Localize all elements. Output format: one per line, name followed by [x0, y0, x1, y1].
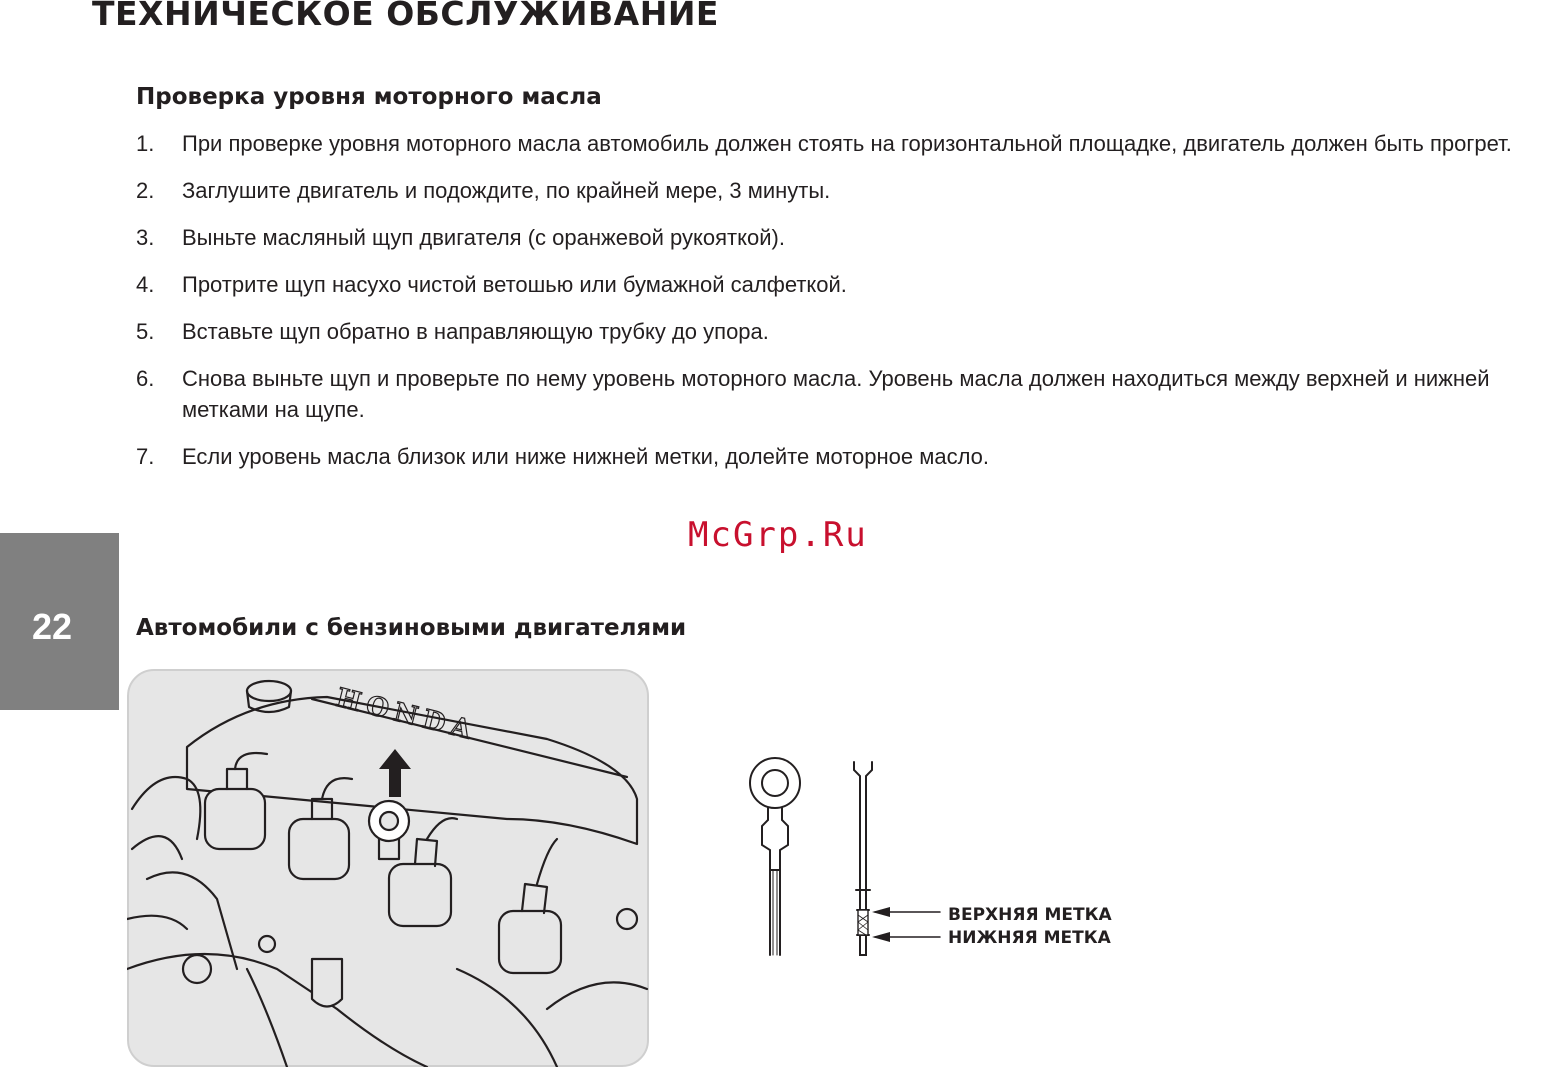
list-item — [136, 441, 1565, 472]
step-text: Заглушите двигатель и подождите, по крайней мере, 3 минуты. — [182, 178, 831, 203]
oil-cap — [247, 681, 291, 701]
step-number: 5. — [136, 319, 155, 344]
lower-mark-label: НИЖНЯЯ МЕТКА — [948, 928, 1111, 948]
list-item — [136, 128, 1565, 159]
section-title-petrol-engines: Автомобили с бензиновыми двигателями — [136, 615, 687, 641]
step-number: 4. — [136, 272, 155, 297]
step-text: Вставьте щуп обратно в направляющую трубку до упора. — [182, 319, 769, 344]
list-item — [136, 222, 1565, 253]
step-text: Протрите щуп насухо чистой ветошью или бумажной салфеткой. — [182, 272, 847, 297]
step-text: Выньте масляный щуп двигателя (с оранжевой рукояткой). — [182, 225, 785, 250]
upper-mark-label: ВЕРХНЯЯ МЕТКА — [948, 905, 1112, 925]
step-number: 7. — [136, 444, 155, 469]
step-number: 6. — [136, 366, 155, 391]
page-title: ТЕХНИЧЕСКОЕ ОБСЛУЖИВАНИЕ — [92, 0, 719, 33]
step-text: Снова выньте щуп и проверьте по нему уровень моторного масла. Уровень масла должен находиться между верхней и нижней метками на щупе. — [182, 366, 1490, 422]
step-text: Если уровень масла близок или ниже нижней метки, долейте моторное масло. — [182, 444, 990, 469]
brand-lettering: HONDA — [333, 683, 480, 747]
page-number: 22 — [31, 606, 73, 647]
list-item — [136, 269, 1565, 300]
engine-illustration — [127, 669, 649, 1067]
list-item — [136, 363, 1565, 425]
section-title-oil-check: Проверка уровня моторного масла — [136, 84, 602, 110]
list-item — [136, 175, 1565, 206]
step-number: 2. — [136, 178, 155, 203]
steps-list — [136, 128, 1565, 488]
step-number: 3. — [136, 225, 155, 250]
step-number: 1. — [136, 131, 155, 156]
list-item — [136, 316, 1565, 347]
watermark-text: McGrp.Ru — [688, 515, 868, 555]
step-text: При проверке уровня моторного масла автомобиль должен стоять на горизонтальной площадке, двигатель должен быть прогрет. — [182, 131, 1512, 156]
dipstick-handle-ring — [750, 758, 800, 808]
